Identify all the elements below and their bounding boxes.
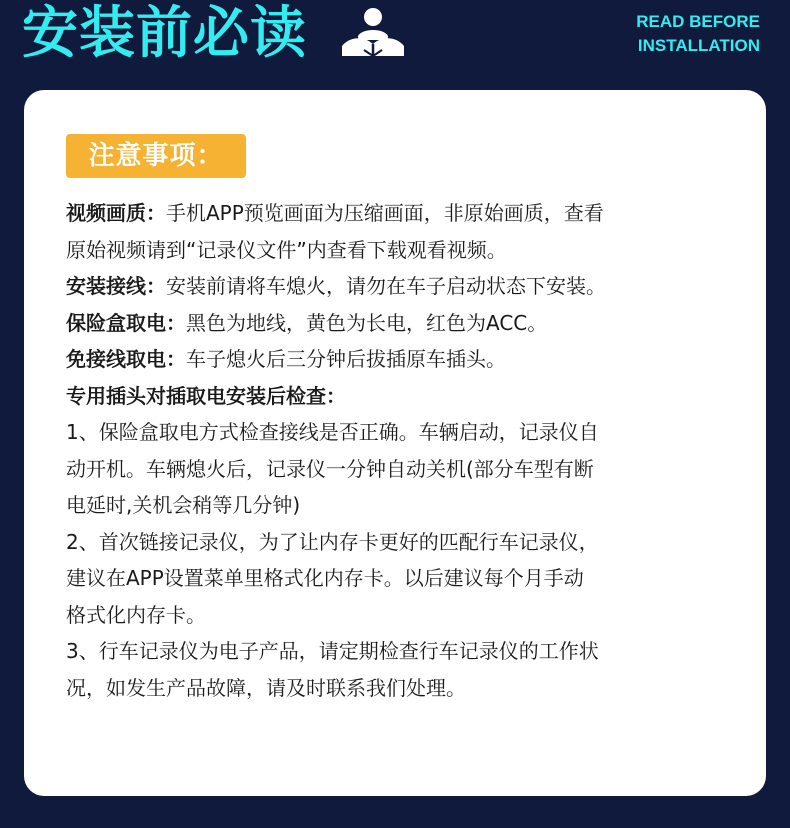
notice-item-text: 手机APP预览画面为压缩画面，非原始画质，查看 原始视频请到“记录仪文件”内查看下载观看视频。	[66, 201, 604, 262]
header-subtitle	[636, 10, 760, 58]
subtitle-line-1: READ BEFORE	[636, 12, 760, 31]
notice-item-key: 保险盒取电：	[66, 310, 186, 335]
check-item-3: 3、行车记录仪为电子产品，请定期检查行车记录仪的工作状 况，如发生产品故障，请及时联系我们处理。	[66, 639, 599, 700]
notice-item-text: 黑色为地线，黄色为长电，红色为ACC。	[186, 310, 548, 335]
notice-item-fuse-box	[66, 305, 746, 342]
notice-item-video-quality	[66, 195, 746, 268]
notice-badge: 注意事项：	[66, 134, 246, 178]
notice-item-key: 安装接线：	[66, 274, 166, 298]
check-heading: 专用插头对插取电安装后检查：	[66, 383, 346, 408]
check-item-2: 2、首次链接记录仪，为了让内存卡更好的匹配行车记录仪， 建议在APP设置菜单里格式化内存卡。以后建议每个月手动 格式化内存卡。	[66, 529, 599, 627]
notice-item-key: 免接线取电：	[66, 347, 186, 371]
page-title: 安装前必读	[22, 1, 307, 66]
notice-item-text: 车子熄火后三分钟后拔插原车插头。	[186, 347, 506, 371]
notice-card	[24, 90, 766, 796]
person-reading-icon	[340, 6, 406, 58]
notice-item-no-wiring	[66, 341, 746, 378]
notice-item-text: 安装前请将车熄火，请勿在车子启动状态下安装。	[166, 274, 606, 298]
check-item-1: 1、保险盒取电方式检查接线是否正确。车辆启动，记录仪自 动开机。车辆熄火后，记录仪一分钟自动关机(部分车型有断 电延时,关机会稍等几分钟)	[66, 420, 599, 517]
notice-item-wiring	[66, 268, 746, 305]
subtitle-line-2: INSTALLATION	[637, 36, 760, 55]
header	[0, 0, 790, 88]
notice-item-key: 视频画质：	[66, 201, 166, 225]
notice-content	[66, 195, 746, 706]
